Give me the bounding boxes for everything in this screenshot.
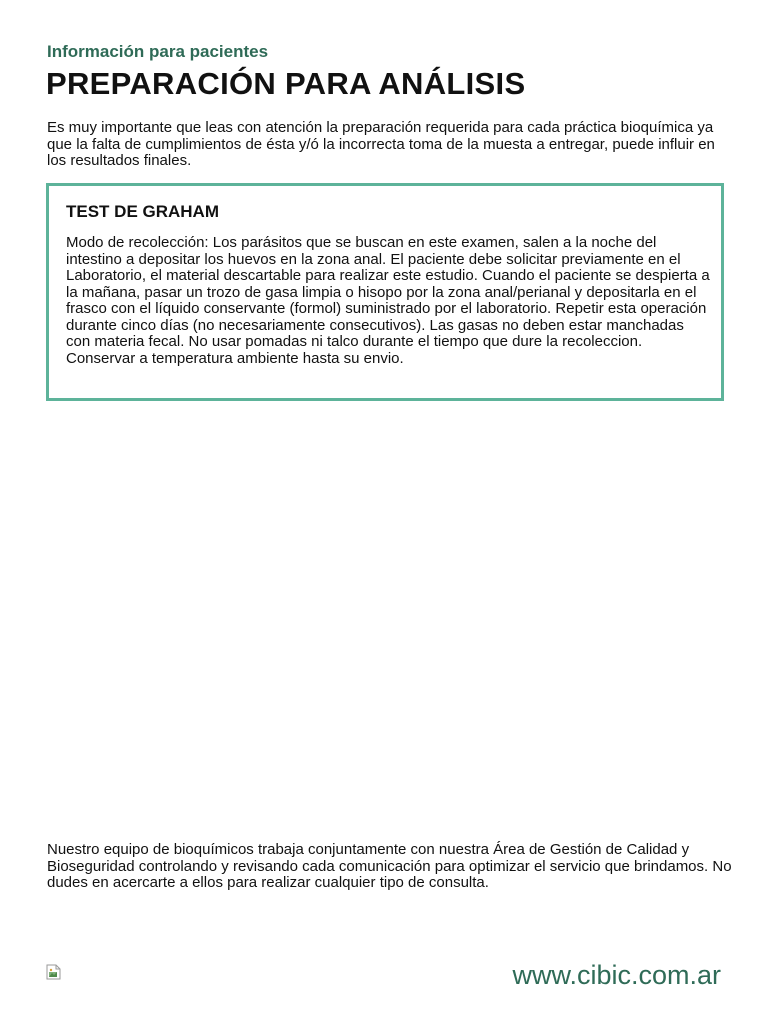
broken-image-icon: [46, 964, 63, 980]
website-link[interactable]: www.cibic.com.ar: [512, 960, 721, 990]
page-title: PREPARACIÓN PARA ANÁLISIS: [46, 66, 526, 101]
test-info-box: [46, 183, 724, 401]
test-instructions: Modo de recolección: Los parásitos que se buscan en este examen, salen a la noche del intestino a depositar los huevos en la zona anal. El paciente debe solicitar previamente en el Laboratorio, el material descartable para realizar este estudio. Cuando el paciente se despierta a la mañana, pasar un trozo de gasa limpia o hisopo por la zona anal/perianal y depositarla en el frasco con el líquido conservante (formol) suministrado por el laboratorio. Repetir esta operación durante cinco días (no necesariamente consecutivos). Las gasas no deben estar manchadas con materia fecal. No usar pomadas ni talco durante el tiempo que dure la recoleccion. Conservar a temperatura ambiente hasta su envio.: [66, 234, 710, 367]
test-title: TEST DE GRAHAM: [66, 202, 219, 221]
intro-paragraph: Es muy importante que leas con atención la preparación requerida para cada práctica bioquímica ya que la falta de cumplimientos de ésta y/ó la incorrecta toma de la muesta a entregar, puede influir en los resultados finales.: [47, 119, 715, 169]
footer-paragraph: Nuestro equipo de bioquímicos trabaja conjuntamente con nuestra Área de Gestión de Calidad y Bioseguridad controlando y revisando cada comunicación para optimizar el servicio que brindamos. No dudes en acercarte a ellos para realizar cualquier tipo de consulta.: [47, 841, 732, 891]
page-subtitle: Información para pacientes: [47, 42, 269, 61]
